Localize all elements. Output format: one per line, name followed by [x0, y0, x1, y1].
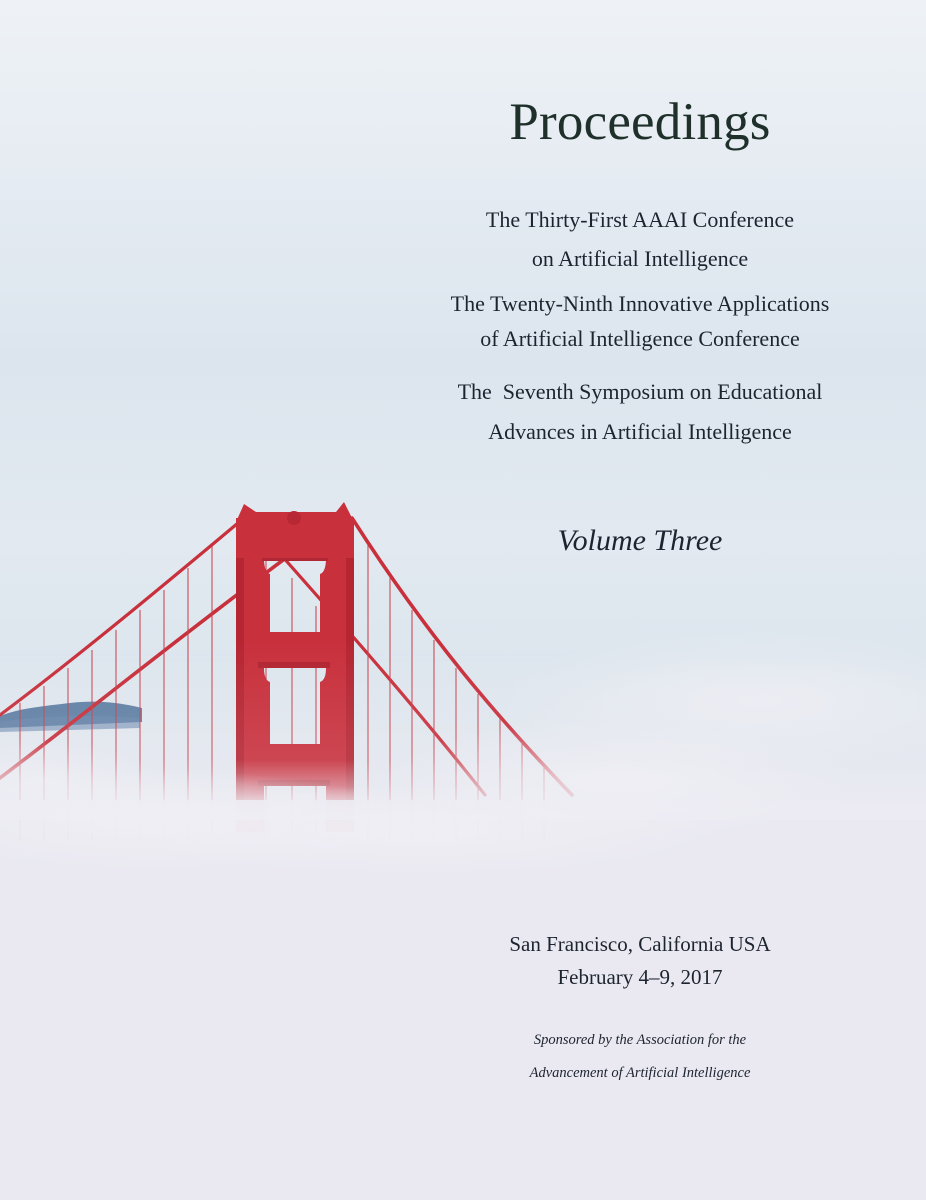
conference-line: on Artificial Intelligence: [531, 246, 749, 271]
cover-title: Proceedings: [509, 93, 771, 151]
conference-line: of Artificial Intelligence Conference: [480, 326, 800, 351]
event-location: San Francisco, California USA: [509, 932, 771, 956]
conference-title-iaai: [400, 286, 880, 356]
volume-label: Volume Three: [557, 524, 723, 557]
sponsor-line: Advancement of Artificial Intelligence: [529, 1065, 751, 1081]
conference-line: The Twenty-Ninth Innovative Applications: [450, 291, 830, 316]
conference-line: The Seventh Symposium on Educational: [457, 379, 823, 404]
conference-line: Advances in Artificial Intelligence: [488, 419, 792, 444]
conference-title-aaai: [400, 200, 880, 278]
event-dates: February 4–9, 2017: [557, 965, 723, 989]
conference-title-eaai: [400, 372, 880, 452]
conference-line: The Thirty-First AAAI Conference: [485, 207, 795, 232]
sponsor-note: [460, 1024, 820, 1090]
sponsor-line: Sponsored by the Association for the: [533, 1032, 747, 1048]
event-location-dates: [470, 928, 810, 994]
